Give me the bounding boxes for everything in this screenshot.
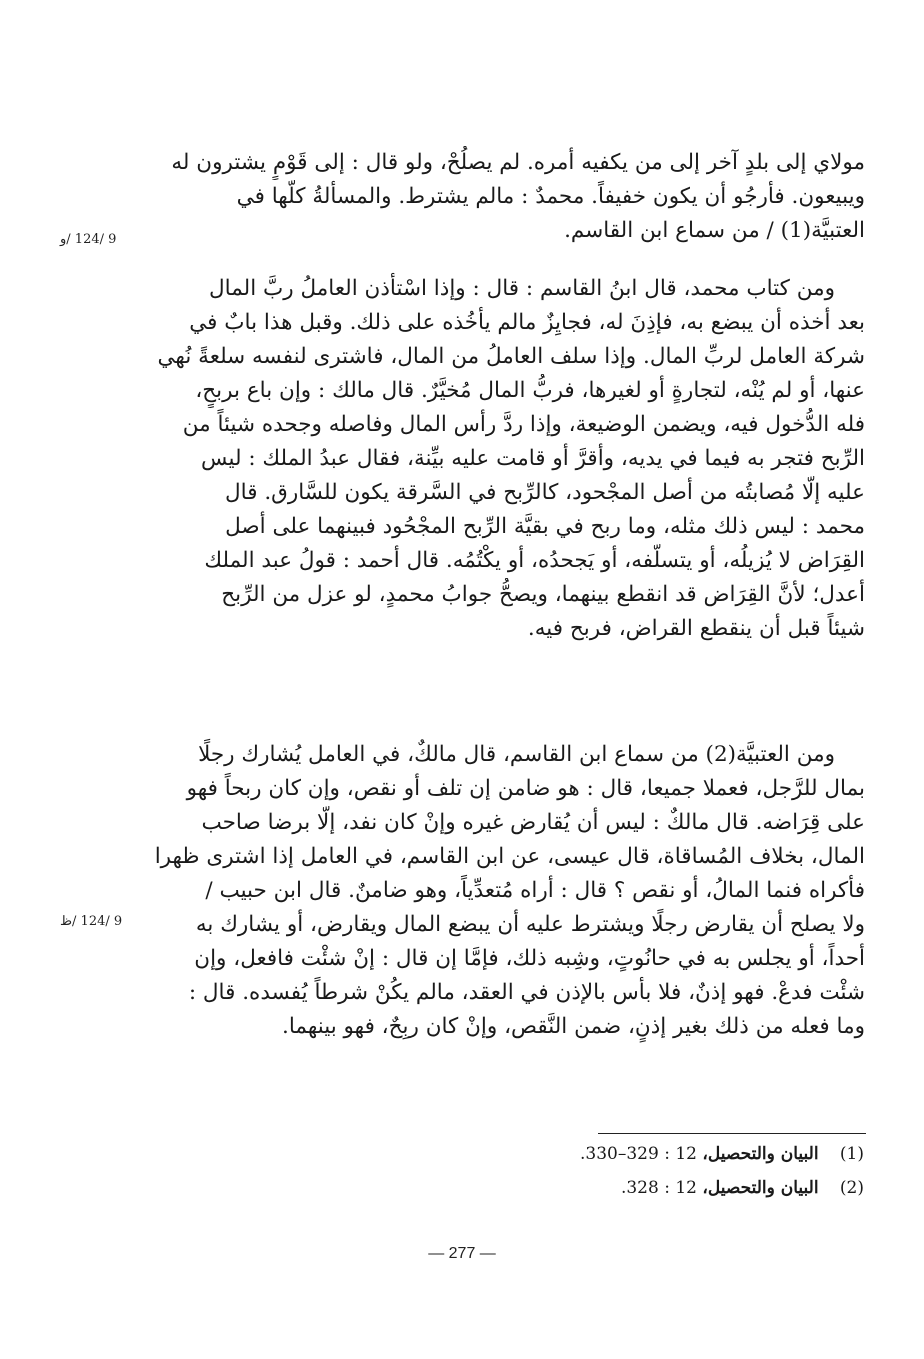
text-line: القِرَاض لا يُزيلُه، أو يتسلَّفه، أو يَجحدُه، أو يكْتُمُه. قال أحمد : قولُ عبد الملك — [204, 548, 865, 573]
text-line: ويبيعون. فأرجُو أن يكون خفيفاً. محمدٌ : مالم يشترط. والمسألةُ كلّها في — [236, 184, 865, 209]
text-line: أعدل؛ لأنَّ القِرَاض قد انقطع بينهما، ويصحُّ جوابُ محمدٍ، لو عزل من الرِّبح — [221, 582, 865, 607]
footnote-number: (2) — [839, 1178, 864, 1198]
manuscript-folio-ref: 9 /124 /و — [60, 232, 117, 247]
manuscript-folio-ref: 9 /124 /ظ — [60, 914, 123, 929]
paragraph-3 — [155, 738, 865, 1044]
text-line: مولاي إلى بلدٍ آخر إلى من يكفيه أمره. لم يصلُحْ، ولو قال : إلى قَوْمٍ يشترون له — [171, 150, 865, 175]
text-line: فأكراه فنما المالُ، أو نقص ؟ قال : أراه مُتعدِّياً، وهو ضامنٌ. قال ابن حبيب / — [205, 878, 865, 903]
footnote-source: البيان والتحصيل، — [702, 1178, 819, 1198]
text-line: عنها، أو لم يُنْه، لتجارةٍ أو لغيرها، فربُّ المال مُخيَّرٌ. قال مالك : وإن باع بربحٍ، — [195, 378, 865, 403]
text-line: وما فعله من ذلك بغير إذنٍ، ضمن النَّقص، وإنْ كان ربِحٌ، فهو بينهما. — [282, 1014, 865, 1039]
text-line: ولا يصلح أن يقارض رجلًا ويشترط عليه أن يبضع المال ويقارض، أو يشارك به — [195, 912, 865, 937]
footnote-1 — [440, 1141, 864, 1167]
footnote-divider — [598, 1133, 866, 1134]
text-line: شركة العامل لربِّ المال. وإذا سلف العاملُ من المال، فاشترى لنفسه سلعةً نُهي — [157, 344, 865, 369]
footnote-number: (1) — [839, 1144, 864, 1164]
text-line: فله الدُّخول فيه، ويضمن الوضيعة، وإذا ردَّ رأس المال وفاصله وجحده شيئاً من — [182, 412, 865, 437]
text-line: العتبيَّة(1) / من سماع ابن القاسم. — [564, 218, 865, 243]
footnote-reference: 12 : 329–330. — [579, 1144, 697, 1164]
footnote-reference: 12 : 328. — [620, 1178, 697, 1198]
text-line: الرِّبح فتجر به فيما في يديه، وأقرَّ أو قامت عليه بيِّنة، فقال عبدُ الملك : ليس — [201, 446, 865, 471]
text-line: ومن العتبيَّة(2) من سماع ابن القاسم، قال مالكٌ، في العامل يُشارك رجلًا — [198, 742, 835, 767]
footnote-2 — [440, 1175, 864, 1201]
text-line: ومن كتاب محمد، قال ابنُ القاسم : قال : وإذا اسْتأذن العاملُ ربَّ المال — [209, 276, 835, 301]
text-line: بمال للرَّجل، فعملا جميعا، قال : هو ضامن إن تلف أو نقص، وإن كان ربحاً فهو — [186, 776, 865, 801]
text-line: المال، بخلاف المُساقاة، قال عيسى، عن ابن القاسم، في العامل إذا اشترى ظهرا — [155, 844, 865, 869]
text-line: محمد : ليس ذلك مثله، وما ربح في بقيَّة الرِّبح المجْحُود فبينهما على أصل — [225, 514, 865, 539]
footnote-source: البيان والتحصيل، — [702, 1144, 819, 1164]
text-line: بعد أخذه أن يبضع به، فإذِنَ له، فجايِزٌ مالم يأخُذه على ذلك. وقبل هذا بابٌ في — [189, 310, 865, 335]
text-line: عليه إلَّا مُصابتُه من أصل المجْحود، كالرِّبح في السَّرقة يكون للسَّارق. قال — [225, 480, 865, 505]
text-line: على قِرَاضه. قال مالكٌ : ليس أن يُقارض غيره وإنْ كان نفد، إلَّا برضا صاحب — [201, 810, 865, 835]
text-line: شئْت فدعْ. فهو إذنٌ، فلا بأس بالإذن في العقد، مالم يكُنْ شرطاً يُفسده. قال : — [188, 980, 865, 1005]
paragraph-1 — [155, 146, 865, 248]
text-line: أحداً، أو يجلس به في حانُوتٍ، وشِبه ذلك، فإمَّا إن قال : إنْ شئْت فافعل، وإن — [194, 946, 865, 971]
page-number: — 277 — — [428, 1245, 496, 1262]
paragraph-2 — [155, 272, 865, 646]
text-line: شيئاً قبل أن ينقطع القراض، فربح فيه. — [527, 616, 865, 641]
